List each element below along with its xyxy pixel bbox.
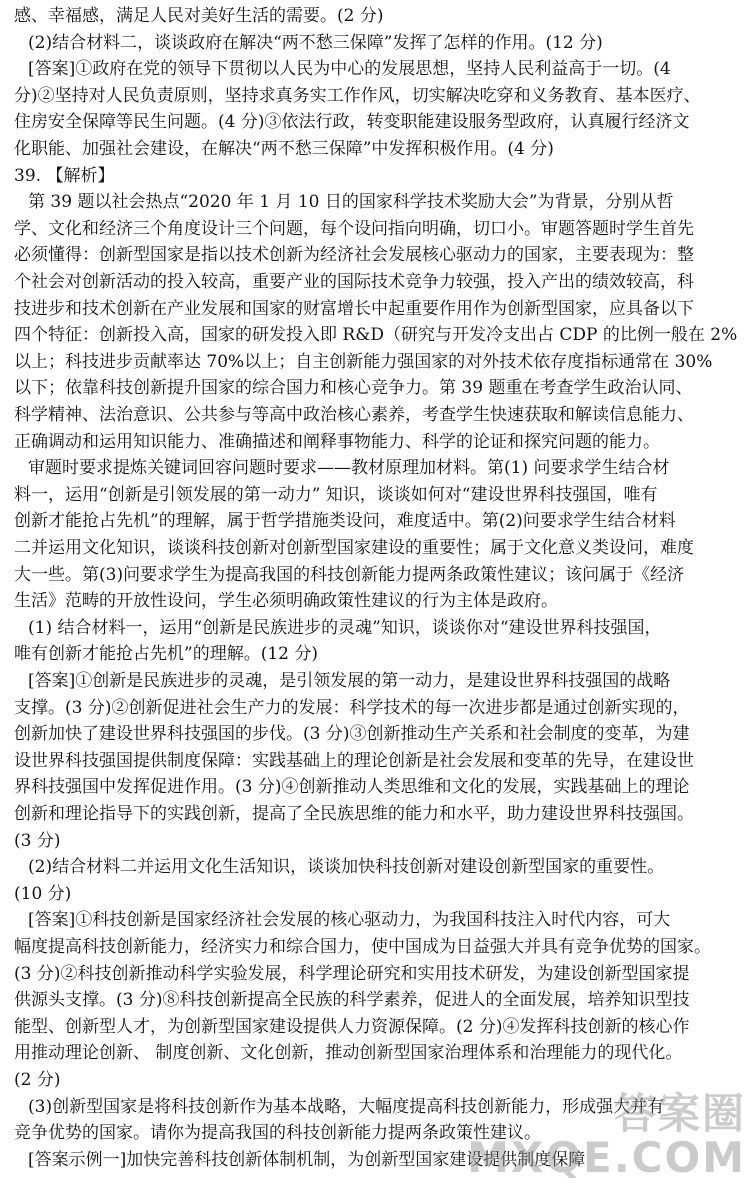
text-line: (10 分) bbox=[14, 883, 72, 904]
text-line: 技进步和技术创新在产业发展和国家的财富增长中起重要作用作为创新型国家，应具备以下 bbox=[14, 298, 694, 319]
text-line: 创新才能抢占先机”的理解，属于哲学措施类设问，难度适中。第(2)问要求学生结合材料 bbox=[14, 511, 676, 532]
text-line: [答案示例一]加快完善科技创新体制机制，为创新型国家建设提供制度保障 bbox=[28, 1149, 586, 1170]
text-line: [答案]①政府在党的领导下贯彻以人民为中心的发展思想，坚持人民利益高于一切。(4 bbox=[28, 59, 671, 80]
text-line: 创新和理论指导下的实践创新，提高了全民族思维的能力和水平，助力建设世界科技强国。 bbox=[14, 804, 694, 824]
text-line: 科学精神、法治意识、公共参与等高中政治核心素养，考查学生快速获取和解读信息能力、 bbox=[14, 405, 694, 425]
text-line: 供源头支撑。(3 分)⑧科技创新提高全民族的科学素养，促进人的全面发展，培养知识型技 bbox=[14, 990, 690, 1011]
text-line: 生活》范畴的开放性设问，学生必须明确政策性建议的行为主体是政府。 bbox=[14, 591, 558, 612]
text-line: 个社会对创新活动的投入较高，重要产业的国际技术竞争力较强，投入产出的绩效较高，科 bbox=[14, 272, 694, 292]
text-line: 第 39 题以社会热点“2020 年 1 月 10 日的国家科学技术奖励大会”为背景，分别从哲 bbox=[28, 192, 674, 213]
text-line: 分)②坚持对人民负责原则，坚持求真务实工作作风，切实解决吃穿和义务教育、基本医疗、 bbox=[14, 85, 701, 106]
text-line: 化职能、加强社会建设，在解决“两不愁三保障”中发挥积极作用。(4 分) bbox=[14, 139, 554, 159]
text-line: (3)创新型国家是将科技创新作为基本战略，大幅度提高科技创新能力，形成强大并有 bbox=[28, 1096, 665, 1117]
text-line: 幅度提高科技创新能力，经济实力和综合国力，使中国成为日益强大并具有竞争优势的国家。 bbox=[14, 937, 711, 957]
text-line: 必须懂得：创新型国家是指以技术创新为经济社会发展核心驱动力的国家，主要表现为：整 bbox=[14, 245, 694, 266]
text-line: 审题时要求提炼关键词回容问题时要求——教材原理加材料。第(1) 问要求学生结合材 bbox=[28, 458, 670, 479]
text-line: 以上；科技进步贡献率达 70%以上；自主创新能力强国家的对外技术依存度指标通常在 30% bbox=[14, 351, 713, 372]
text-line: 能型、创新型人才，为创新型国家建设提供人力资源保障。(2 分)④发挥科技创新的核心作 bbox=[14, 1016, 690, 1037]
text-line: 以下；依靠科技创新提升国家的综合国力和核心竞争力。第 39 题重在考查学生政治认同、 bbox=[14, 378, 693, 399]
text-line: (3 分)②科技创新推动科学实验发展，科学理论研究和实用技术研发，为建设创新型国家提 bbox=[14, 963, 690, 984]
text-line: (1) 结合材料一，运用“创新是民族进步的灵魂”知识，谈谈你对“建设世界科技强国， bbox=[28, 617, 662, 638]
text-line: 设世界科技强国提供制度保障：实践基础上的理论创新是社会发展和变革的先导，在建设世 bbox=[14, 750, 694, 771]
text-line: 感、幸福感，满足人民对美好生活的需要。(2 分) bbox=[14, 6, 384, 26]
text-line: 唯有创新才能抢占先机”的理解。(12 分) bbox=[14, 644, 318, 665]
text-line: 四个特征：创新投入高，国家的研发投入即 R&D（研究与开发冷支出占 CDP 的比例一般在 2% bbox=[14, 325, 738, 346]
text-line: (2 分) bbox=[14, 1070, 61, 1090]
text-line: (2)结合材料二并运用文化生活知识，谈谈加快科技创新对建设创新型国家的重要性。 bbox=[28, 857, 665, 878]
watermark-logo bbox=[467, 1089, 746, 1182]
text-line: 界科技强国中发挥促进作用。(3 分)④创新推动人类思维和文化的发展，实践基础上的理论 bbox=[14, 777, 690, 798]
text-line: 大一些。第(3)问要求学生为提高我国的科技创新能力提两条政策性建议；该问属于《经济 bbox=[14, 564, 685, 585]
text-line: 支撑。(3 分)②创新促进社会生产力的发展：科学技术的每一次进步都是通过创新实现的， bbox=[14, 697, 690, 718]
watermark-logo-text: 答案圈 bbox=[613, 1089, 746, 1138]
text-line: [答案]①创新是民族进步的灵魂，是引领发展的第一动力，是建设世界科技强国的战略 bbox=[28, 671, 671, 691]
text-line: 39. 【解析】 bbox=[14, 165, 115, 186]
text-line: 住房安全保障等民生问题。(4 分)③依法行政，转变职能建设服务型政府，认真履行经济文 bbox=[14, 112, 690, 133]
text-line: 料一，运用“创新是引领发展的第一动力” 知识，谈谈如何对“建设世界科技强国，唯有 bbox=[14, 484, 658, 505]
text-line: 二并运用文化知识，谈谈科技创新对创新型国家建设的重要性；属于文化意义类设问，难度 bbox=[14, 538, 694, 558]
text-line: [答案]①科技创新是国家经济社会发展的核心驱动力，为我国科技注入时代内容，可大 bbox=[28, 910, 671, 931]
text-line: (2)结合材料二，谈谈政府在解决“两不愁三保障”发挥了怎样的作用。(12 分) bbox=[28, 32, 603, 53]
text-line: 创新加快了建设世界科技强国的步伐。(3 分)③创新推动生产关系和社会制度的变革，为建 bbox=[14, 724, 690, 745]
text-line: 学、文化和经济三个角度设计三个问题，每个设问指向明确，切口小。审题答题时学生首先 bbox=[14, 218, 694, 239]
watermark-logo-sub: MXQE.COM bbox=[467, 1133, 746, 1182]
text-line: 用推动理论创新、 制度创新、文化创新，推动创新型国家治理体系和治理能力的现代化。 bbox=[14, 1043, 683, 1064]
text-line: 竞争优势的国家。请你为提高我国的科技创新能力提两条政策性建议。 bbox=[14, 1123, 541, 1144]
text-line: 正确调动和运用知识能力、准确描述和阐释事物能力、科学的论证和探究问题的能力。 bbox=[14, 431, 660, 452]
text-line: (3 分) bbox=[14, 830, 61, 851]
